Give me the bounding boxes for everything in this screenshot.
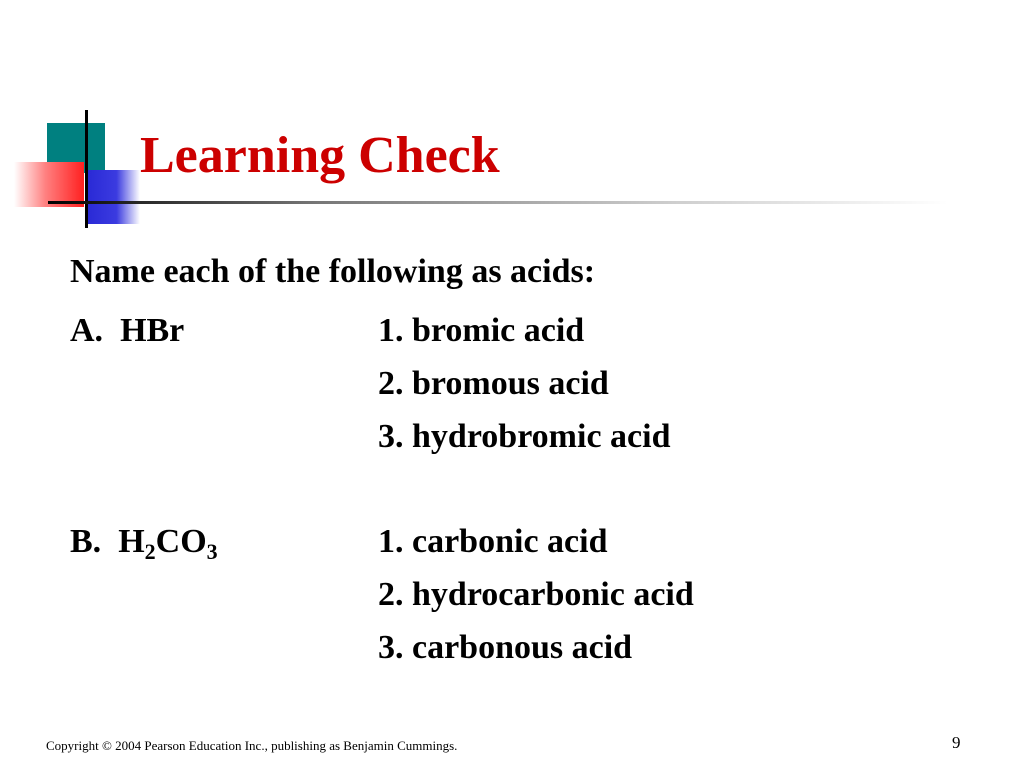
question-letter: B. [70,523,102,560]
choice-item: 1. carbonic acid [378,523,608,560]
choice-item: 2. bromous acid [378,365,609,402]
copyright-footer: Copyright © 2004 Pearson Education Inc., publishing as Benjamin Cummings. [46,738,458,753]
instruction-text: Name each of the following as acids: [70,253,596,290]
question-letter: A. [70,312,104,349]
question-formula: HBr [120,312,185,349]
vertical-rule [85,110,88,228]
blue-square [88,170,140,224]
page-number: 9 [952,733,961,752]
question-formula: $H_2CO_3$ [118,523,218,564]
slide-title: Learning Check [140,127,500,184]
choice-item: 3. carbonous acid [378,629,633,666]
choice-item: 3. hydrobromic acid [378,418,671,455]
question-b-label [70,523,218,564]
title-underline [48,201,948,204]
choice-item: 2. hydrocarbonic acid [378,576,694,613]
choice-item: 1. bromic acid [378,312,585,349]
question-a-label [70,314,184,348]
